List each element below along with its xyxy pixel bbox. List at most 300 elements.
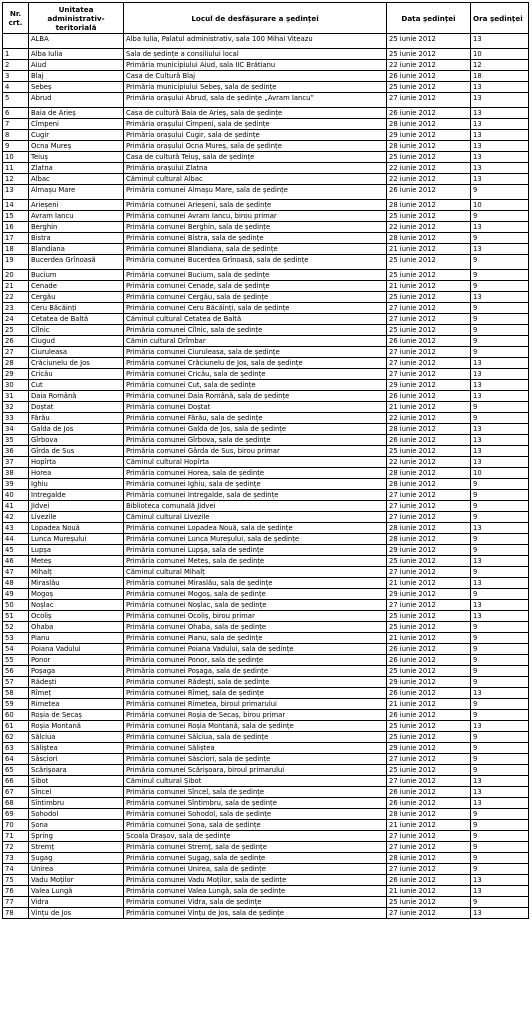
table-row <box>3 534 529 545</box>
row-number: 1 <box>3 49 29 60</box>
meeting-date: 28 iunie 2012 <box>387 468 471 479</box>
meeting-hour: 9 <box>471 512 529 523</box>
row-number: 71 <box>3 831 29 842</box>
unit-name: Pianu <box>29 633 124 644</box>
meeting-date: 26 iunie 2012 <box>387 710 471 721</box>
meeting-hour: 9 <box>471 820 529 831</box>
unit-name: Hopîrta <box>29 457 124 468</box>
meeting-date: 29 iunie 2012 <box>387 677 471 688</box>
table-row <box>3 831 529 842</box>
meeting-place: Școala Drașov, sala de ședințe <box>124 831 387 842</box>
unit-name: Alba Iulia <box>29 49 124 60</box>
unit-name: Bucium <box>29 270 124 281</box>
meeting-date: 28 iunie 2012 <box>387 233 471 244</box>
meeting-place: Casa de cultură Teiuș, sala de ședințe <box>124 152 387 163</box>
meeting-date: 28 iunie 2012 <box>387 119 471 130</box>
table-row <box>3 281 529 292</box>
row-number: 22 <box>3 292 29 303</box>
meeting-place: Primăria comunei Bucium, sala de ședințe <box>124 270 387 281</box>
meeting-place: Primăria comunei Cenade, sala de ședințe <box>124 281 387 292</box>
table-row <box>3 589 529 600</box>
meeting-hour: 13 <box>471 908 529 919</box>
meeting-place: Primăria comunei Lunca Mureșului, sala de ședințe <box>124 534 387 545</box>
table-row <box>3 776 529 787</box>
meeting-hour: 9 <box>471 490 529 501</box>
row-number: 10 <box>3 152 29 163</box>
header-row <box>3 3 529 34</box>
unit-name: Șona <box>29 820 124 831</box>
meeting-hour: 9 <box>471 281 529 292</box>
table-row <box>3 897 529 908</box>
table-row <box>3 152 529 163</box>
table-row <box>3 875 529 886</box>
meeting-place: Primăria comunei Avram Iancu, birou primar <box>124 211 387 222</box>
meeting-hour: 9 <box>471 699 529 710</box>
meeting-hour: 13 <box>471 369 529 380</box>
meeting-place: Primăria comunei Bucerdea Grînoasă, sala de ședințe <box>124 255 387 270</box>
unit-name: Lopadea Nouă <box>29 523 124 534</box>
table-row <box>3 174 529 185</box>
meeting-date: 25 iunie 2012 <box>387 721 471 732</box>
meeting-hour: 9 <box>471 655 529 666</box>
meeting-place: Primăria comunei Rădești, sala de ședințe <box>124 677 387 688</box>
unit-name: Ighiu <box>29 479 124 490</box>
meeting-hour: 9 <box>471 479 529 490</box>
unit-name: Teiuș <box>29 152 124 163</box>
table-row <box>3 255 529 270</box>
meeting-place: Primăria comunei Ponor, sala de ședințe <box>124 655 387 666</box>
meeting-place: Casa de cultură Baia de Arieș, sala de ședințe <box>124 108 387 119</box>
unit-name: Șibot <box>29 776 124 787</box>
meeting-place: Primăria comunei Ciuruleasa, sala de ședințe <box>124 347 387 358</box>
row-number: 26 <box>3 336 29 347</box>
meeting-hour: 9 <box>471 842 529 853</box>
row-number: 66 <box>3 776 29 787</box>
row-number: 63 <box>3 743 29 754</box>
row-number: 56 <box>3 666 29 677</box>
meeting-date: 29 iunie 2012 <box>387 380 471 391</box>
meeting-hour: 13 <box>471 688 529 699</box>
unit-name: Meteș <box>29 556 124 567</box>
table-header <box>3 3 529 34</box>
meeting-hour: 10 <box>471 200 529 211</box>
meeting-date: 25 iunie 2012 <box>387 446 471 457</box>
meeting-date: 26 iunie 2012 <box>387 435 471 446</box>
row-number: 76 <box>3 886 29 897</box>
table-row <box>3 842 529 853</box>
row-number: 60 <box>3 710 29 721</box>
meeting-place: Primăria comunei Berghin, sala de ședințe <box>124 222 387 233</box>
unit-name: Zlatna <box>29 163 124 174</box>
meeting-date: 27 iunie 2012 <box>387 303 471 314</box>
table-row <box>3 141 529 152</box>
meeting-hour: 13 <box>471 798 529 809</box>
meeting-hour: 9 <box>471 853 529 864</box>
meeting-hour: 9 <box>471 622 529 633</box>
meeting-date: 21 iunie 2012 <box>387 281 471 292</box>
unit-name: Cricău <box>29 369 124 380</box>
table-row <box>3 163 529 174</box>
meeting-date: 28 iunie 2012 <box>387 534 471 545</box>
meeting-date: 25 iunie 2012 <box>387 255 471 270</box>
meeting-hour: 9 <box>471 534 529 545</box>
table-row <box>3 325 529 336</box>
meeting-hour: 9 <box>471 831 529 842</box>
meeting-place: Primăria comunei Vidra, sala de ședințe <box>124 897 387 908</box>
meeting-place: Primăria comunei Horea, sala de ședințe <box>124 468 387 479</box>
meeting-hour: 13 <box>471 34 529 49</box>
row-number: 23 <box>3 303 29 314</box>
header-date: Data ședinței <box>387 3 471 34</box>
unit-name: Șugag <box>29 853 124 864</box>
row-number: 28 <box>3 358 29 369</box>
table-row <box>3 200 529 211</box>
unit-name: Daia Română <box>29 391 124 402</box>
unit-name: Vidra <box>29 897 124 908</box>
meeting-place: Căminul cultural Cetatea de Baltă <box>124 314 387 325</box>
row-number: 29 <box>3 369 29 380</box>
table-row <box>3 71 529 82</box>
meeting-hour: 13 <box>471 358 529 369</box>
unit-name: Ohaba <box>29 622 124 633</box>
table-row <box>3 633 529 644</box>
header-hour: Ora ședinței <box>471 3 529 34</box>
table-row <box>3 49 529 60</box>
meeting-date: 26 iunie 2012 <box>387 336 471 347</box>
row-number: 47 <box>3 567 29 578</box>
meeting-date: 26 iunie 2012 <box>387 798 471 809</box>
meeting-date: 26 iunie 2012 <box>387 655 471 666</box>
meeting-date: 26 iunie 2012 <box>387 787 471 798</box>
table-row <box>3 688 529 699</box>
row-number: 5 <box>3 93 29 108</box>
table-row <box>3 908 529 919</box>
meeting-hour: 9 <box>471 325 529 336</box>
meeting-place: Primăria comunei Poiana Vadului, sala de ședințe <box>124 644 387 655</box>
table-row <box>3 622 529 633</box>
unit-name: Ocoliș <box>29 611 124 622</box>
meeting-date: 25 iunie 2012 <box>387 622 471 633</box>
meeting-place: Primăria comunei Rimetea, biroul primarului <box>124 699 387 710</box>
meeting-place: Primăria comunei Ighiu, sala de ședințe <box>124 479 387 490</box>
unit-name: Miraslău <box>29 578 124 589</box>
row-number: 37 <box>3 457 29 468</box>
table-row <box>3 556 529 567</box>
meeting-hour: 9 <box>471 501 529 512</box>
table-row <box>3 446 529 457</box>
meeting-date: 26 iunie 2012 <box>387 391 471 402</box>
row-number: 4 <box>3 82 29 93</box>
unit-name: Rîmeț <box>29 688 124 699</box>
row-number: 44 <box>3 534 29 545</box>
meeting-date: 22 iunie 2012 <box>387 60 471 71</box>
meeting-date: 21 iunie 2012 <box>387 633 471 644</box>
unit-name: Jidvei <box>29 501 124 512</box>
table-row <box>3 369 529 380</box>
meeting-hour: 13 <box>471 578 529 589</box>
table-row <box>3 853 529 864</box>
row-number: 13 <box>3 185 29 200</box>
meeting-date: 28 iunie 2012 <box>387 424 471 435</box>
meeting-place: Primăria comunei Miraslău, sala de ședințe <box>124 578 387 589</box>
meeting-hour: 9 <box>471 732 529 743</box>
meeting-hour: 13 <box>471 391 529 402</box>
table-row <box>3 222 529 233</box>
row-number: 78 <box>3 908 29 919</box>
table-row <box>3 512 529 523</box>
table-row <box>3 402 529 413</box>
meeting-place: Căminul cultural Albac <box>124 174 387 185</box>
meeting-hour: 10 <box>471 49 529 60</box>
meeting-place: Primăria orașului Ocna Mureș, sala de ședințe <box>124 141 387 152</box>
meeting-hour: 13 <box>471 600 529 611</box>
meeting-date: 25 iunie 2012 <box>387 732 471 743</box>
unit-name: Valea Lungă <box>29 886 124 897</box>
meeting-hour: 9 <box>471 185 529 200</box>
unit-name: Sebeș <box>29 82 124 93</box>
meeting-hour: 13 <box>471 380 529 391</box>
meeting-date: 21 iunie 2012 <box>387 820 471 831</box>
meeting-hour: 9 <box>471 809 529 820</box>
meeting-date: 25 iunie 2012 <box>387 211 471 222</box>
meeting-hour: 9 <box>471 255 529 270</box>
meeting-hour: 9 <box>471 567 529 578</box>
unit-name: Scărișoara <box>29 765 124 776</box>
unit-name: Cut <box>29 380 124 391</box>
meeting-date: 25 iunie 2012 <box>387 897 471 908</box>
meeting-hour: 9 <box>471 754 529 765</box>
row-number: 49 <box>3 589 29 600</box>
meeting-hour: 13 <box>471 721 529 732</box>
meeting-hour: 13 <box>471 93 529 108</box>
meeting-date: 27 iunie 2012 <box>387 600 471 611</box>
row-number: 58 <box>3 688 29 699</box>
meeting-hour: 13 <box>471 776 529 787</box>
meeting-place: Primăria comunei Săsciori, sala de ședințe <box>124 754 387 765</box>
unit-name: Gîrda de Sus <box>29 446 124 457</box>
row-number: 38 <box>3 468 29 479</box>
meeting-date: 27 iunie 2012 <box>387 347 471 358</box>
meeting-place: Primăria comunei Sălciua, sala de ședințe <box>124 732 387 743</box>
meeting-hour: 9 <box>471 347 529 358</box>
table-row <box>3 754 529 765</box>
meeting-date: 27 iunie 2012 <box>387 501 471 512</box>
row-number: 75 <box>3 875 29 886</box>
meeting-hour: 9 <box>471 233 529 244</box>
row-number: 70 <box>3 820 29 831</box>
meeting-hour: 13 <box>471 435 529 446</box>
meeting-place: Primăria comunei Noșlac, sala de ședințe <box>124 600 387 611</box>
unit-name: Sîntimbru <box>29 798 124 809</box>
meeting-place: Casa de Cultură Blaj <box>124 71 387 82</box>
unit-name: ALBA <box>29 34 124 49</box>
meeting-place: Primăria comunei Crăciunelu de Jos, sala de ședințe <box>124 358 387 369</box>
meeting-date: 27 iunie 2012 <box>387 908 471 919</box>
unit-name: Cergău <box>29 292 124 303</box>
meeting-place: Primăria comunei Cergău, sala de ședințe <box>124 292 387 303</box>
row-number: 46 <box>3 556 29 567</box>
unit-name: Cugir <box>29 130 124 141</box>
unit-name: Vadu Moților <box>29 875 124 886</box>
table-row <box>3 34 529 49</box>
unit-name: Ponor <box>29 655 124 666</box>
unit-name: Vințu de Jos <box>29 908 124 919</box>
row-number: 19 <box>3 255 29 270</box>
row-number: 40 <box>3 490 29 501</box>
meeting-date: 21 iunie 2012 <box>387 699 471 710</box>
meetings-table <box>2 2 529 919</box>
meeting-hour: 9 <box>471 402 529 413</box>
meeting-date: 22 iunie 2012 <box>387 413 471 424</box>
meeting-hour: 13 <box>471 141 529 152</box>
table-row <box>3 523 529 534</box>
table-row <box>3 765 529 776</box>
row-number: 65 <box>3 765 29 776</box>
meeting-place: Primăria comunei Cîlnic, sala de ședințe <box>124 325 387 336</box>
meeting-date: 27 iunie 2012 <box>387 864 471 875</box>
row-number: 6 <box>3 108 29 119</box>
meeting-hour: 9 <box>471 677 529 688</box>
meeting-hour: 13 <box>471 424 529 435</box>
table-row <box>3 358 529 369</box>
meeting-date: 25 iunie 2012 <box>387 611 471 622</box>
row-number: 62 <box>3 732 29 743</box>
meeting-hour: 9 <box>471 666 529 677</box>
meeting-place: Primăria comunei Ceru Băcăinți, sala de ședințe <box>124 303 387 314</box>
meeting-hour: 18 <box>471 71 529 82</box>
table-row <box>3 314 529 325</box>
unit-name: Ciugud <box>29 336 124 347</box>
meeting-date: 25 iunie 2012 <box>387 152 471 163</box>
table-row <box>3 545 529 556</box>
table-row <box>3 457 529 468</box>
meeting-place: Primăria comunei Pianu, sala de ședințe <box>124 633 387 644</box>
table-row <box>3 611 529 622</box>
meeting-place: Primăria comunei Rîmeț, sala de ședințe <box>124 688 387 699</box>
row-number: 55 <box>3 655 29 666</box>
meeting-hour: 13 <box>471 523 529 534</box>
table-row <box>3 886 529 897</box>
row-number: 20 <box>3 270 29 281</box>
table-row <box>3 292 529 303</box>
unit-name: Mihalț <box>29 567 124 578</box>
meeting-date: 25 iunie 2012 <box>387 666 471 677</box>
table-row <box>3 479 529 490</box>
meeting-place: Primăria comunei Fărău, sala de ședințe <box>124 413 387 424</box>
unit-name: Arieșeni <box>29 200 124 211</box>
unit-name: Sîncel <box>29 787 124 798</box>
table-row <box>3 435 529 446</box>
meeting-date: 27 iunie 2012 <box>387 776 471 787</box>
meeting-date: 22 iunie 2012 <box>387 163 471 174</box>
meeting-place: Cămin cultural Drîmbar <box>124 336 387 347</box>
meeting-date: 28 iunie 2012 <box>387 853 471 864</box>
meeting-place: Primăria comunei Stremț, sala de ședințe <box>124 842 387 853</box>
meeting-date: 22 iunie 2012 <box>387 174 471 185</box>
row-number: 17 <box>3 233 29 244</box>
meeting-place: Primăria comunei Sohodol, sala de ședințe <box>124 809 387 820</box>
table-row <box>3 185 529 200</box>
row-number: 41 <box>3 501 29 512</box>
meeting-place: Căminul cultural Hopîrta <box>124 457 387 468</box>
meeting-place: Primăria orașului Cugir, sala de ședințe <box>124 130 387 141</box>
meeting-place: Primăria municipiului Aiud, sala IIC Brătianu <box>124 60 387 71</box>
meeting-hour: 13 <box>471 611 529 622</box>
unit-name: Cîlnic <box>29 325 124 336</box>
row-number: 15 <box>3 211 29 222</box>
row-number: 33 <box>3 413 29 424</box>
meeting-place: Primăria comunei Sîncel, sala de ședințe <box>124 787 387 798</box>
table-row <box>3 787 529 798</box>
meeting-hour: 9 <box>471 633 529 644</box>
row-number: 30 <box>3 380 29 391</box>
row-number: 34 <box>3 424 29 435</box>
unit-name: Galda de Jos <box>29 424 124 435</box>
meeting-date: 22 iunie 2012 <box>387 222 471 233</box>
unit-name: Blaj <box>29 71 124 82</box>
row-number: 25 <box>3 325 29 336</box>
table-row <box>3 303 529 314</box>
unit-name: Blandiana <box>29 244 124 255</box>
table-row <box>3 233 529 244</box>
row-number: 64 <box>3 754 29 765</box>
unit-name: Ciuruleasa <box>29 347 124 358</box>
table-row <box>3 244 529 255</box>
table-row <box>3 82 529 93</box>
table-row <box>3 699 529 710</box>
meeting-date: 21 iunie 2012 <box>387 244 471 255</box>
meeting-hour: 13 <box>471 886 529 897</box>
unit-name: Poșaga <box>29 666 124 677</box>
meeting-place: Primăria comunei Unirea, sala de ședințe <box>124 864 387 875</box>
meeting-place: Primăria comunei Bistra, sala de ședințe <box>124 233 387 244</box>
table-row <box>3 413 529 424</box>
meeting-place: Primăria comunei Poșaga, sala de ședințe <box>124 666 387 677</box>
meeting-hour: 9 <box>471 743 529 754</box>
meeting-hour: 13 <box>471 82 529 93</box>
row-number: 16 <box>3 222 29 233</box>
unit-name: Sălciua <box>29 732 124 743</box>
unit-name: Rădești <box>29 677 124 688</box>
unit-name: Berghin <box>29 222 124 233</box>
meeting-place: Primăria comunei Sîntimbru, sala de ședințe <box>124 798 387 809</box>
unit-name: Albac <box>29 174 124 185</box>
table-row <box>3 732 529 743</box>
meeting-date: 26 iunie 2012 <box>387 185 471 200</box>
meeting-date: 22 iunie 2012 <box>387 457 471 468</box>
meeting-place: Primăria comunei Valea Lungă, sala de ședințe <box>124 886 387 897</box>
row-number: 21 <box>3 281 29 292</box>
meeting-place: Primăria comunei Ocoliș, birou primar <box>124 611 387 622</box>
unit-name: Crăciunelu de Jos <box>29 358 124 369</box>
meeting-place: Primăria comunei Cut, sala de ședințe <box>124 380 387 391</box>
unit-name: Sohodol <box>29 809 124 820</box>
meeting-place: Primăria comunei Vadu Moților, sala de ședințe <box>124 875 387 886</box>
table-row <box>3 743 529 754</box>
meeting-date: 29 iunie 2012 <box>387 589 471 600</box>
unit-name: Intregalde <box>29 490 124 501</box>
unit-name: Bistra <box>29 233 124 244</box>
meeting-hour: 13 <box>471 875 529 886</box>
meeting-place: Primăria comunei Daia Română, sala de ședințe <box>124 391 387 402</box>
unit-name: Unirea <box>29 864 124 875</box>
unit-name: Almașu Mare <box>29 185 124 200</box>
row-number: 9 <box>3 141 29 152</box>
meeting-place: Primăria comunei Intregalde, sala de ședințe <box>124 490 387 501</box>
document-page <box>2 2 528 919</box>
row-number <box>3 34 29 49</box>
meeting-place: Primăria comunei Mogoș, sala de ședințe <box>124 589 387 600</box>
